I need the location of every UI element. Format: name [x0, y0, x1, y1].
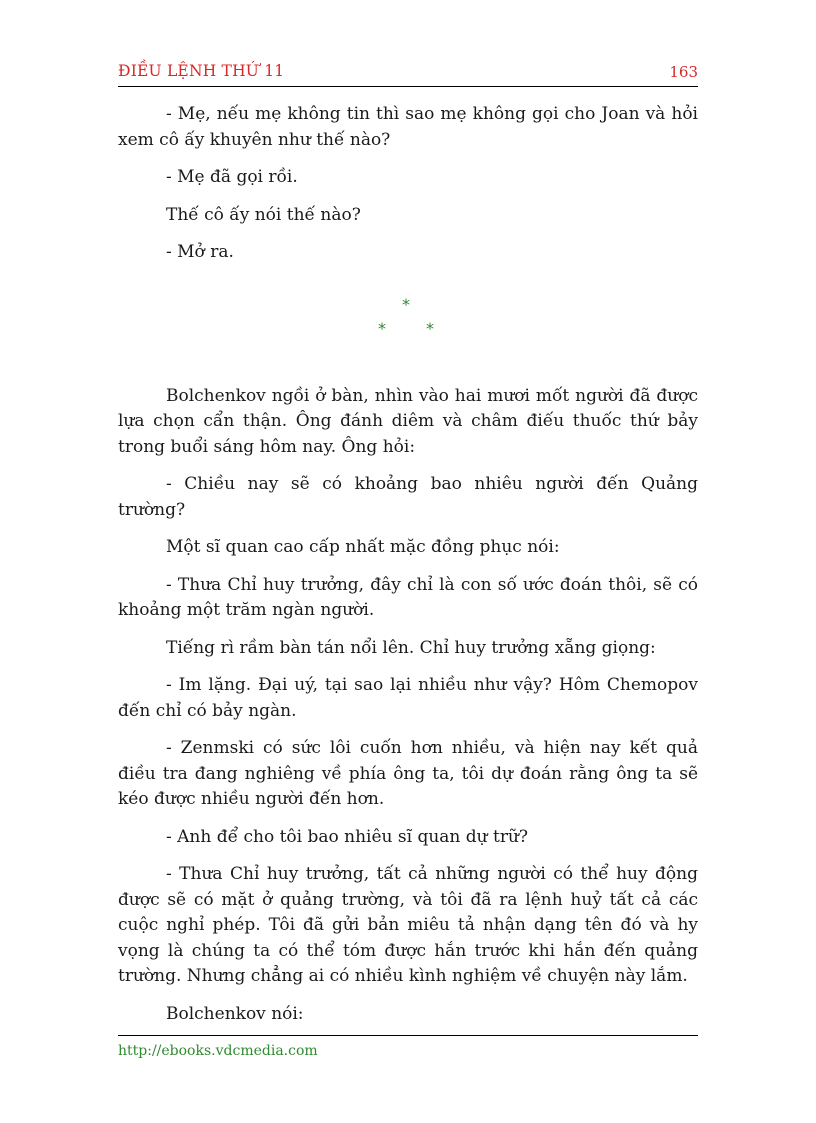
paragraph: - Thưa Chỉ huy trưởng, đây chỉ là con số ước đoán thôi, sẽ có khoảng một trăm ngàn người. [118, 574, 698, 620]
page-number: 163 [669, 63, 698, 81]
paragraph: Một sĩ quan cao cấp nhất mặc đồng phục nói: [166, 537, 560, 557]
paragraph: Tiếng rì rầm bàn tán nổi lên. Chỉ huy trưởng xẵng giọng: [166, 637, 656, 658]
footer-link[interactable]: http://ebooks.vdcmedia.com [118, 1043, 318, 1059]
paragraph: - Mở ra. [166, 242, 234, 262]
separator-star-icon: * [402, 294, 410, 314]
paragraph: - Mẹ đã gọi rồi. [166, 167, 298, 187]
running-header [118, 62, 698, 87]
paragraph: - Zenmski có sức lôi cuốn hơn nhiều, và hiện nay kết quả điều tra đang nghiêng về phía ông ta, tôi dự đoán rằng ông ta sẽ kéo được nhiều người đến hơn. [118, 738, 698, 809]
paragraph: - Anh để cho tôi bao nhiêu sĩ quan dự trữ? [166, 826, 529, 847]
page [118, 0, 698, 1123]
paragraph: Bolchenkov nói: [166, 1003, 304, 1024]
footer-divider [118, 1035, 698, 1036]
paragraph: - Chiều nay sẽ có khoảng bao nhiêu người đến Quảng trường? [118, 474, 698, 520]
body-text [118, 102, 698, 1039]
separator-star-icon: * [378, 318, 386, 338]
paragraph: - Thưa Chỉ huy trưởng, tất cả những người có thể huy động được sẽ có mặt ở quảng trường, và tôi đã ra lệnh huỷ tất cả các cuộc nghỉ phép. Tôi đã gửi bản miêu tả nhận dạng tên đó và hy vọng là chúng ta có thể tóm được hắn trước khi hắn đến quảng trường. Nhưng chẳng ai có nhiều kình nghiệm về chuyện này lắm. [118, 864, 698, 986]
paragraph: - Im lặng. Đại uý, tại sao lại nhiều như vậy? Hôm Chemopov đến chỉ có bảy ngàn. [118, 675, 698, 721]
chapter-title: ĐIỀU LỆNH THỨ 11 [118, 62, 285, 80]
separator-star-icon: * [426, 318, 434, 338]
paragraph: Bolchenkov ngồi ở bàn, nhìn vào hai mươi mốt người đã được lựa chọn cẩn thận. Ông đánh diêm và châm điếu thuốc thứ bảy trong buổi sáng hôm nay. Ông hỏi: [118, 385, 698, 457]
paragraph: - Mẹ, nếu mẹ không tin thì sao mẹ không gọi cho Joan và hỏi xem cô ấy khuyên như thế nào? [118, 104, 698, 150]
paragraph: Thế cô ấy nói thế nào? [166, 204, 361, 225]
section-separator [118, 284, 698, 384]
